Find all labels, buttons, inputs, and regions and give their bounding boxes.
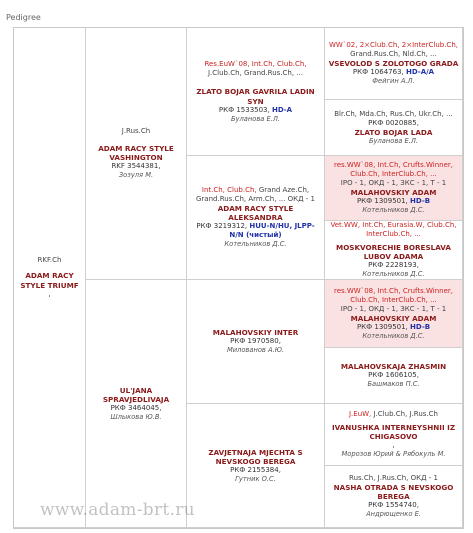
dog-owner: Шлыкова Ю.В. <box>110 412 162 421</box>
dog-owner: Котельников Д.С. <box>362 206 425 215</box>
dog-ggp-8[interactable] <box>325 466 463 528</box>
dog-ggp-2[interactable] <box>325 100 463 156</box>
health-test: HD-B <box>410 322 431 331</box>
dog-titles: Rus.Ch, J.Rus.Ch, ОКД - 1 <box>349 474 438 483</box>
dog-titles-highlight: WW`02, 2×Club.Ch, 2×InterClub.Ch, <box>329 41 458 50</box>
dog-titles-highlight: res.WW`08, Int.Ch, Crufts.Winner, Club.Ch, InterClub.Ch, ... <box>333 286 453 304</box>
dog-name[interactable]: ZLATO BOJAR LADA <box>354 127 433 137</box>
dog-registration: РКФ 1064763, HD-A/A <box>352 68 435 77</box>
dog-registration: РКФ 1970580, <box>230 337 281 346</box>
dog-registration: РКФ 2155384, <box>230 465 281 474</box>
watermark: www.adam-brt.ru <box>40 500 195 520</box>
dog-name[interactable]: MALAHOVSKAJA ZHASMIN <box>340 362 447 372</box>
dog-registration: РКФ 3464045, <box>110 403 162 412</box>
dog-sire-dam[interactable] <box>187 156 325 280</box>
dog-name[interactable]: MALAHOVSKIY INTER <box>212 328 299 338</box>
section-title: Pedigree <box>6 13 41 22</box>
dog-owner: Башмаков П.С. <box>367 380 420 389</box>
dog-ggp-4[interactable] <box>325 221 463 280</box>
dog-titles-highlight: Res.EuW`08, Int.Ch, Club.Ch, <box>204 59 307 68</box>
dog-titles: Int.Ch, Club.Ch, Grand Aze.Ch, Grand.Rus.Ch, Arm.Ch, ... ОКД - 1 <box>196 186 315 204</box>
health-test: HD-A <box>271 105 293 114</box>
dog-titles: J.Rus.Ch <box>121 127 151 136</box>
dog-owner: Котельников Д.С. <box>224 240 287 249</box>
dog-titles-highlight: Vet.WW, Int.Ch, Eurasia.W, Club.Ch, InterClub.Ch, ... <box>330 221 457 239</box>
health-test: HUU-N/HU, JLPP-N/N (чистый) <box>229 222 315 240</box>
dog-owner: Фейгин А.Л. <box>372 77 415 86</box>
dog-titles: RKF.Ch <box>37 256 62 265</box>
dog-registration: РКФ 0020885, <box>368 118 419 127</box>
dog-registration: РКФ 3219312, HUU-N/HU, JLPP-N/N (чистый) <box>196 222 315 240</box>
dog-extra: , <box>48 289 51 298</box>
dog-name[interactable]: ADAM RACY STYLE TRIUMF <box>20 271 79 290</box>
dog-ggp-7[interactable] <box>325 404 463 466</box>
dog-titles: IPO - 1, ОКД - 1, ЗКС - 1, Т - 1 <box>340 304 447 313</box>
dog-name[interactable]: MALAHOVSKIY ADAM <box>350 313 437 323</box>
dog-ggp-1[interactable] <box>325 28 463 100</box>
dog-name[interactable]: MOSKVORECHIE BORESLAVA LUBOV ADAMA <box>336 242 451 262</box>
dog-owner: Гутник О.С. <box>235 474 276 483</box>
dog-name[interactable]: ZLATO BOJAR GAVRILA LADIN SYN <box>196 87 315 106</box>
dog-registration: РКФ 1533503, HD-A <box>218 105 293 114</box>
dog-sire-sire[interactable] <box>187 28 325 156</box>
dog-name[interactable]: IVANUSHKA INTERNEYSHNII IZ CHIGASOVO <box>331 422 456 442</box>
health-test: HD-A/A <box>405 68 435 77</box>
dog-titles: Blr.Ch, Mda.Ch, Rus.Ch, Ukr.Ch, ... <box>334 109 453 118</box>
dog-owner: Зозуля М. <box>118 171 154 180</box>
dog-registration: РКФ 1309501, HD-B <box>356 197 431 206</box>
dog-name[interactable]: ZAVJETNAJA MJECHTA S NEVSKOGO BEREGA <box>208 447 303 466</box>
dog-registration: РКФ 1554740, <box>368 501 419 510</box>
dog-owner: Буланова Е.Л. <box>230 114 281 123</box>
dog-sire[interactable] <box>86 28 187 280</box>
dog-titles-highlight: res.WW`08, Int.Ch, Crufts.Winner, Club.Ch, InterClub.Ch, ... <box>333 161 453 179</box>
health-test: HD-B <box>410 197 431 206</box>
dog-owner: Андрющенко Е. <box>366 510 421 519</box>
dog-owner: Морозов Юрий & Рябокуль М. <box>341 450 446 459</box>
dog-registration: РКФ 2228193, <box>368 261 419 270</box>
dog-name[interactable]: ADAM RACY STYLE VASHINGTON <box>98 143 174 163</box>
dog-name[interactable]: NASHA OTRADA S NEVSKOGO BEREGA <box>333 482 454 502</box>
dog-dam-sire[interactable] <box>187 280 325 404</box>
dog-name[interactable]: VSEVOLOD S ZOLOTOGO GRADA <box>328 59 459 69</box>
dog-dam-dam[interactable] <box>187 404 325 528</box>
pedigree-table <box>13 27 464 529</box>
dog-subject[interactable] <box>14 28 86 528</box>
dog-registration: RKF 3544381, <box>111 162 161 171</box>
dog-dam[interactable] <box>86 280 187 528</box>
dog-registration: РКФ 1606105, <box>368 371 419 380</box>
dog-name[interactable]: MALAHOVSKIY ADAM <box>350 188 437 198</box>
dog-extra: , <box>392 441 395 450</box>
dog-ggp-3[interactable] <box>325 156 463 221</box>
dog-ggp-5[interactable] <box>325 280 463 348</box>
dog-titles: J.EuW, J.Club.Ch, J.Rus.Ch <box>348 410 438 419</box>
dog-name[interactable]: ADAM RACY STYLE ALEKSANDRA <box>217 203 294 223</box>
dog-owner: Котельников Д.С. <box>362 270 425 279</box>
dog-titles: Grand.Rus.Ch, Nld.Ch, ... <box>350 50 437 59</box>
dog-titles: J.Club.Ch, Grand.Rus.Ch, ... <box>207 68 303 77</box>
dog-name[interactable]: UL'JANA SPRAVJEDLIVAJA <box>102 385 170 404</box>
dog-titles: IPO - 1, ОКД - 1, ЗКС - 1, Т - 1 <box>340 179 447 188</box>
dog-owner: Милованов А.Ю. <box>226 346 285 355</box>
dog-owner: Буланова Е.Л. <box>368 136 419 145</box>
dog-registration: РКФ 1309501, HD-B <box>356 322 431 331</box>
dog-owner: Котельников Д.С. <box>362 331 425 340</box>
dog-ggp-6[interactable] <box>325 348 463 404</box>
